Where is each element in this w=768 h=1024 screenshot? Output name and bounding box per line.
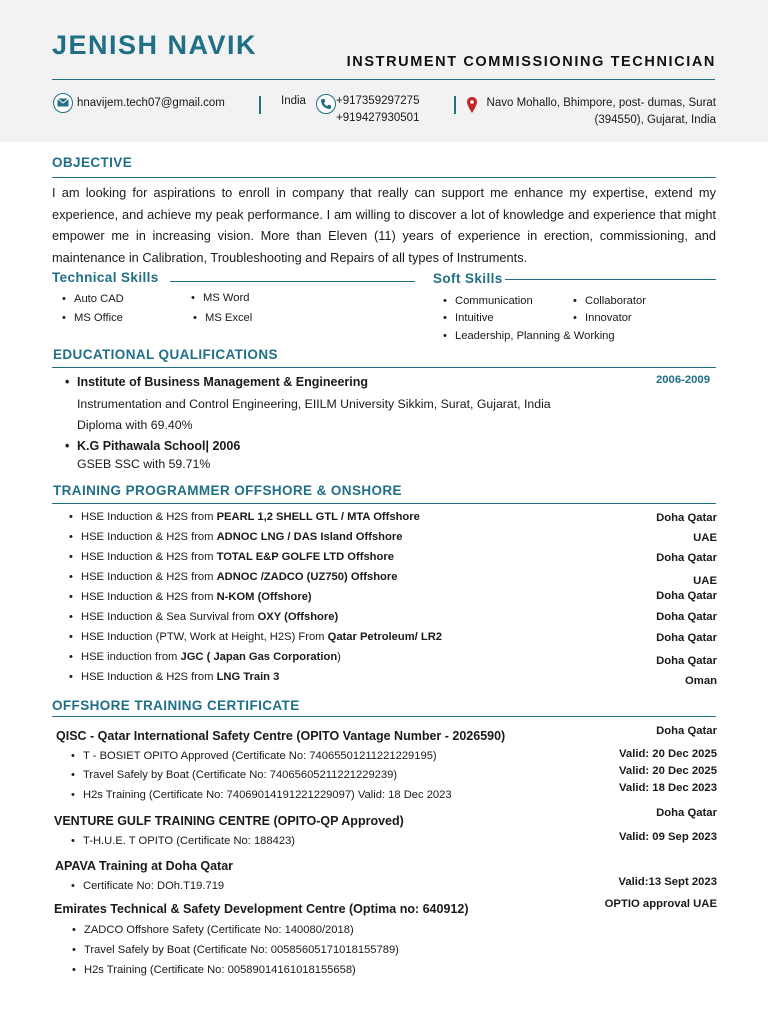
location-pin-icon	[467, 97, 477, 113]
skill-item: • MS Word	[203, 292, 249, 304]
contact-separator	[259, 96, 261, 114]
training-item: • HSE Induction & H2S from ADNOC /ZADCO (UZ750) Offshore	[81, 571, 397, 583]
training-location: Doha Qatar	[656, 611, 717, 623]
certificate-org: QISC - Qatar International Safety Centre (OPITO Vantage Number - 2026590)	[56, 729, 506, 743]
objective-divider	[52, 177, 716, 178]
education-institution: • Institute of Business Management & Engineering	[77, 375, 368, 389]
certificate-item: • Certificate No: DOh.T19.719	[83, 880, 224, 892]
email-icon	[53, 93, 73, 113]
training-divider	[52, 503, 716, 504]
training-location: Doha Qatar	[656, 590, 717, 602]
training-location: Doha Qatar	[656, 512, 717, 524]
contact-country: India	[281, 95, 306, 107]
education-institution: • K.G Pithawala School| 2006	[77, 439, 240, 453]
header-divider	[52, 79, 715, 80]
education-heading: EDUCATIONAL QUALIFICATIONS	[53, 347, 278, 362]
training-item: • HSE Induction (PTW, Work at Height, H2S) From Qatar Petroleum/ LR2	[81, 631, 442, 643]
phone-number-2[interactable]: +919427930501	[336, 112, 420, 124]
soft-skill-item: • Communication	[455, 295, 533, 307]
education-detail: Instrumentation and Control Engineering, EIILM University Sikkim, Surat, Gujarat, India	[77, 397, 551, 411]
soft-skill-item: • Leadership, Planning & Working	[455, 330, 615, 342]
training-item: • HSE Induction & H2S from PEARL 1,2 SHELL GTL / MTA Offshore	[81, 511, 420, 523]
training-item: • HSE Induction & H2S from TOTAL E&P GOLFE LTD Offshore	[81, 551, 394, 563]
training-location: UAE	[693, 575, 717, 587]
phone-icon	[316, 94, 336, 114]
certificate-validity: Valid: 18 Dec 2023	[619, 782, 717, 794]
soft-skill-item: • Intuitive	[455, 312, 494, 324]
certificates-heading: OFFSHORE TRAINING CERTIFICATE	[52, 698, 300, 713]
soft-skills-heading: Soft Skills	[433, 271, 503, 286]
certificate-item: • ZADCO Offshore Safety (Certificate No: 140080/2018)	[84, 924, 354, 936]
training-item: • HSE Induction & H2S from ADNOC LNG / DAS Island Offshore	[81, 531, 402, 543]
education-detail: GSEB SSC with 59.71%	[77, 457, 211, 471]
certificate-location: OPTIO approval UAE	[604, 898, 717, 910]
soft-skills-divider	[505, 279, 716, 280]
certificate-item: • H2s Training (Certificate No: 74069014191221229097) Valid: 18 Dec 2023	[83, 789, 452, 801]
certificate-validity: Valid: 20 Dec 2025	[619, 748, 717, 760]
soft-skill-item: • Innovator	[585, 312, 632, 324]
training-location: UAE	[693, 532, 717, 544]
training-location: Doha Qatar	[656, 632, 717, 644]
certificate-org: APAVA Training at Doha Qatar	[55, 859, 234, 873]
certificate-org: Emirates Technical & Safety Development Centre (Optima no: 640912)	[54, 902, 469, 916]
training-item: • HSE Induction & H2S from LNG Train 3	[81, 671, 279, 683]
training-location: Doha Qatar	[656, 655, 717, 667]
phone-number-1[interactable]: +917359297275	[336, 95, 420, 107]
objective-text: I am looking for aspirations to enroll in company that really can support me enhance my expertise, extend my experience, and achieve my peak performance. I am willing to discover a lot of knowledge and experience that might empower me in increasing vision. More than Eleven (11) years of experience in erection, commissioning, and maintenance in Calibration, Troubleshooting and Repairs of all types of Instruments.	[52, 185, 716, 265]
objective-heading: OBJECTIVE	[52, 155, 133, 170]
certificate-item: • T - BOSIET OPITO Approved (Certificate No: 74065501211221229195)	[83, 750, 437, 762]
education-detail: Diploma with 69.40%	[77, 418, 193, 432]
address-line-1: Navo Mohallo, Bhimpore, post- dumas, Surat	[486, 97, 716, 109]
certificate-item: • T-H.U.E. T OPITO (Certificate No: 188423)	[83, 835, 295, 847]
certificate-item: • H2s Training (Certificate No: 00589014161018155658)	[84, 964, 356, 976]
technical-skills-divider	[170, 281, 415, 282]
job-title: INSTRUMENT COMMISSIONING TECHNICIAN	[346, 54, 716, 70]
training-item: • HSE induction from JGC ( Japan Gas Corporation)	[81, 651, 341, 663]
education-years: 2006-2009	[655, 374, 710, 386]
email-address[interactable]: hnavijem.tech07@gmail.com	[77, 97, 225, 109]
candidate-name: JENISH NAVIK	[52, 30, 258, 60]
training-location: Oman	[684, 675, 717, 687]
training-item: • HSE Induction & Sea Survival from OXY (Offshore)	[81, 611, 338, 623]
certificate-location: Doha Qatar	[656, 807, 717, 819]
skill-item: • MS Office	[74, 312, 123, 324]
training-location: Doha Qatar	[656, 552, 717, 564]
address-line-2: (394550), Gujarat, India	[594, 114, 716, 126]
soft-skill-item: • Collaborator	[585, 295, 646, 307]
training-heading: TRAINING PROGRAMMER OFFSHORE & ONSHORE	[53, 483, 402, 498]
education-divider	[52, 367, 716, 368]
skill-item: • MS Excel	[205, 312, 252, 324]
skill-item: • Auto CAD	[74, 293, 124, 305]
contact-separator	[454, 96, 456, 114]
certificate-validity: Valid:13 Sept 2023	[618, 876, 717, 888]
certificate-location: Doha Qatar	[656, 725, 717, 737]
certificate-validity: Valid: 09 Sep 2023	[619, 831, 717, 843]
technical-skills-heading: Technical Skills	[52, 270, 159, 285]
certificate-item: • Travel Safely by Boat (Certificate No: 74065605211221229239)	[83, 769, 397, 781]
certificate-item: • Travel Safely by Boat (Certificate No: 00585605171018155789)	[84, 944, 399, 956]
training-item: • HSE Induction & H2S from N-KOM (Offshore)	[81, 591, 312, 603]
certificate-validity: Valid: 20 Dec 2025	[619, 765, 717, 777]
certificates-divider	[52, 716, 716, 717]
certificate-org: VENTURE GULF TRAINING CENTRE (OPITO-QP Approved)	[54, 814, 404, 828]
